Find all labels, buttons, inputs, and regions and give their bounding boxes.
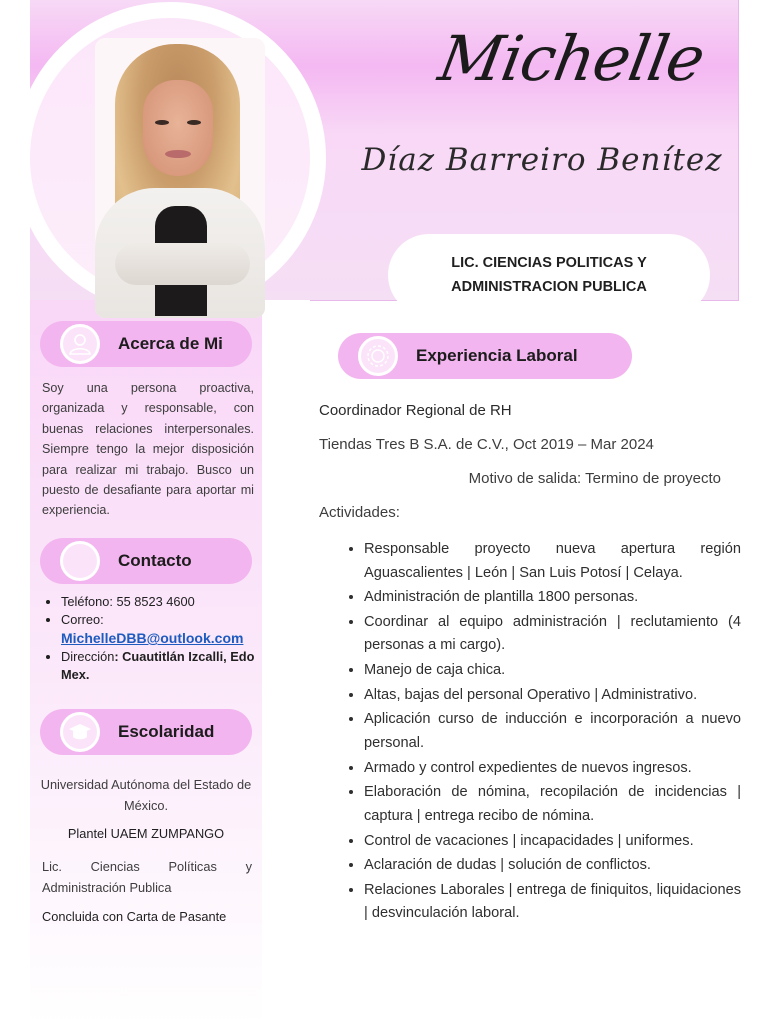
- last-name: Díaz Barreiro Benítez: [361, 142, 723, 178]
- experience-section-header: [338, 333, 632, 379]
- activity-item: • Elaboración de nómina, recopilación de incidencias | captura | entrega recibo de nómina.: [364, 781, 741, 828]
- activity-item: • Control de vacaciones | incapacidades | uniformes.: [364, 830, 741, 854]
- activity-item: • Manejo de caja chica.: [364, 659, 741, 683]
- email-label: Correo:: [61, 612, 104, 627]
- education-degree: Lic. Ciencias Políticas y Administración Publica: [42, 859, 252, 895]
- about-title: Acerca de Mi: [118, 334, 223, 353]
- experience-title: Experiencia Laboral: [416, 346, 578, 365]
- contact-address: [61, 648, 281, 684]
- activity-item: • Relaciones Laborales | entrega de finiquitos, liquidaciones | desvinculación laboral.: [364, 879, 741, 926]
- degree-line-2: ADMINISTRACION PUBLICA: [451, 279, 647, 295]
- about-text: Soy una persona proactiva, organizada y responsable, con buenas relaciones interpersonales. Siempre tengo la mejor disposición para realizar mi trabajo. Busco un puesto de desafiante para aportar mi experiencia.: [42, 381, 254, 518]
- contact-phone: • Teléfono: 55 8523 4600: [61, 593, 281, 611]
- activity-item: • Responsable proyecto nueva apertura región Aguascalientes | León | San Luis Potosí | Celaya.: [364, 538, 741, 585]
- job-title: Coordinador Regional de RH: [319, 402, 512, 419]
- job-company: Tiendas Tres B S.A. de C.V., Oct 2019 – Mar 2024: [319, 436, 654, 453]
- about-section-header: [40, 321, 252, 367]
- contact-email: [61, 611, 281, 648]
- education-section-header: [40, 709, 252, 755]
- address-value: : Cuautitlán Izcalli, Edo Mex.: [61, 649, 255, 682]
- contact-title: Contacto: [118, 551, 192, 570]
- activity-item: • Aclaración de dudas | solución de conflictos.: [364, 854, 741, 878]
- contact-section-header: [40, 538, 252, 584]
- address-label: Dirección: [61, 649, 115, 664]
- profile-photo: [95, 38, 265, 318]
- degree-line-1: LIC. CIENCIAS POLITICAS Y: [451, 255, 647, 271]
- person-icon: [60, 324, 100, 364]
- contact-icon: [60, 541, 100, 581]
- graduation-cap-icon: [60, 712, 100, 752]
- job-exit-reason: Motivo de salida: Termino de proyecto: [468, 470, 721, 487]
- activity-item: • Armado y control expedientes de nuevos ingresos.: [364, 757, 741, 781]
- activity-item: • Administración de plantilla 1800 personas.: [364, 586, 741, 610]
- gear-icon: [358, 336, 398, 376]
- university-name: Universidad Autónoma del Estado de México.: [40, 777, 252, 813]
- contact-list: [42, 593, 281, 684]
- email-link[interactable]: MichelleDBB@outlook.com: [61, 630, 244, 646]
- first-name: Michelle: [433, 22, 710, 95]
- education-title: Escolaridad: [118, 722, 215, 741]
- degree-badge: [388, 234, 710, 316]
- activities-label: Actividades:: [319, 504, 400, 521]
- activity-item: • Coordinar al equipo administración | reclutamiento (4 personas a mi cargo).: [364, 611, 741, 658]
- campus-name: Plantel UAEM ZUMPANGO: [67, 826, 225, 841]
- activity-item: • Altas, bajas del personal Operativo | Administrativo.: [364, 684, 741, 708]
- activities-list: [344, 538, 741, 927]
- education-status: Concluida con Carta de Pasante: [42, 909, 227, 924]
- activity-item: • Aplicación curso de inducción e incorporación a nuevo personal.: [364, 708, 741, 755]
